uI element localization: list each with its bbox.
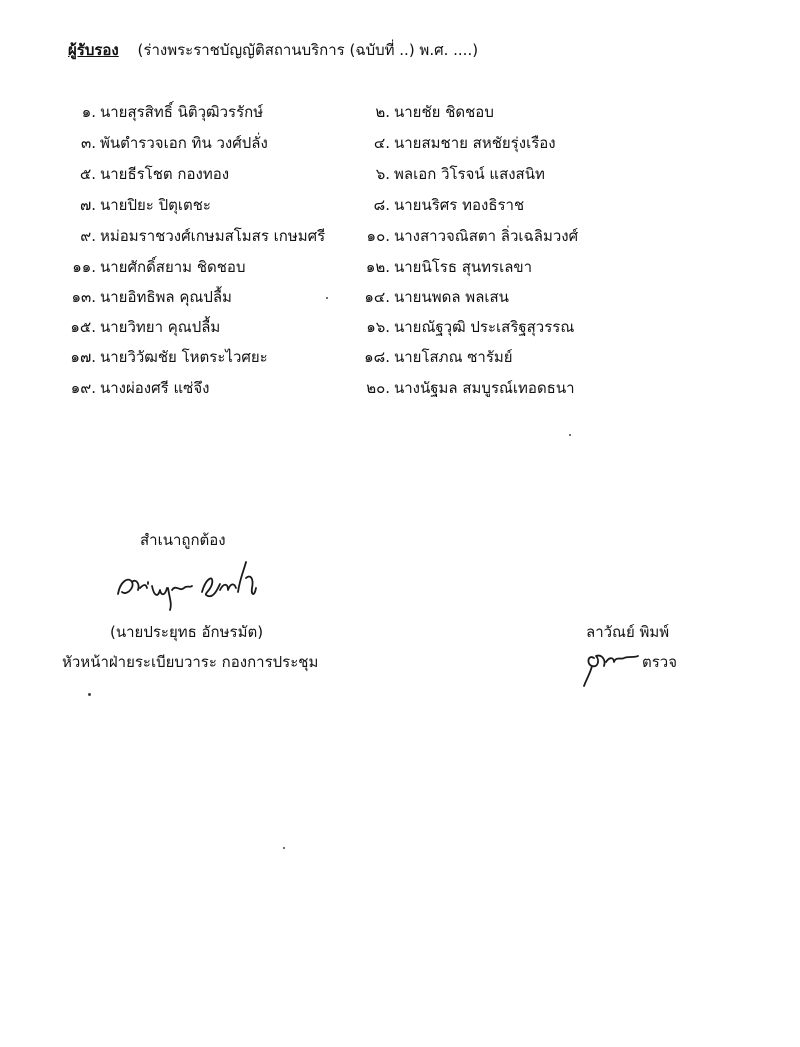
endorser-number: ๕. — [79, 165, 96, 183]
endorser-number: ๘. — [373, 196, 390, 214]
scan-speck — [283, 847, 285, 849]
endorser-name: นายนิโรธ สุนทรเลขา — [394, 258, 533, 276]
endorser-name: นายโสภณ ซารัมย์ — [394, 348, 513, 366]
endorser-number: ๓. — [80, 134, 96, 152]
endorser-number: ๑๒. — [365, 258, 390, 276]
endorser-name: นางนัฐมล สมบูรณ์เทอดธนา — [394, 379, 575, 397]
endorser-number: ๖. — [375, 165, 390, 183]
endorser-number: ๔. — [373, 134, 390, 152]
endorser-name: นายสมชาย สหชัยรุ่งเรือง — [394, 134, 556, 152]
signer-position: หัวหน้าฝ่ายระเบียบวาระ กองการประชุม — [62, 653, 319, 671]
endorser-number: ๑๘. — [364, 348, 390, 366]
endorser-name: นายนริศร ทองธิราช — [394, 196, 525, 214]
endorser-name: นายธีรโชต กองทอง — [100, 165, 230, 183]
endorser-row — [350, 345, 513, 369]
certified-copy-text: สำเนาถูกต้อง — [140, 531, 226, 549]
checked-label: ตรวจ — [642, 653, 678, 671]
endorser-number: ๑๐. — [366, 227, 390, 245]
endorser-name: นายศักดิ์สยาม ชิดชอบ — [100, 258, 246, 276]
endorser-row — [60, 193, 211, 217]
endorser-row — [60, 315, 220, 339]
endorser-number: ๒๐. — [366, 379, 390, 397]
endorser-row — [350, 224, 578, 248]
endorser-number: ๒. — [375, 103, 390, 121]
endorser-name: หม่อมราชวงศ์เกษมสโมสร เกษมศรี — [100, 227, 326, 245]
endorser-row — [60, 100, 263, 124]
endorser-row — [60, 255, 245, 279]
endorser-row — [350, 315, 574, 339]
signature-image — [110, 548, 270, 612]
endorser-row — [60, 224, 325, 248]
endorser-row — [350, 255, 532, 279]
endorsers-label: ผู้รับรอง — [68, 41, 119, 59]
endorser-number: ๗. — [79, 196, 96, 214]
endorser-row — [350, 131, 556, 155]
endorser-row — [60, 162, 229, 186]
scan-speck — [569, 434, 571, 436]
endorser-number: ๙. — [80, 227, 96, 245]
endorser-number: ๑๔. — [364, 288, 390, 306]
endorser-row — [60, 285, 232, 309]
endorser-row — [350, 100, 494, 124]
endorser-name: นายวิทยา คุณปลื้ม — [100, 318, 221, 336]
endorser-number: ๑๙. — [70, 379, 96, 397]
endorser-name: นายชัย ชิดชอบ — [394, 103, 494, 121]
scan-speck — [88, 693, 91, 696]
endorser-name: นายนพดล พลเสน — [394, 288, 509, 306]
endorser-name: นางผ่องศรี แซ่จึง — [100, 379, 210, 397]
endorser-number: ๑. — [81, 103, 96, 121]
endorser-row — [60, 131, 268, 155]
endorser-number: ๑๗. — [70, 348, 96, 366]
document-heading — [68, 38, 478, 62]
endorser-name: นายปิยะ ปิตุเตชะ — [100, 196, 211, 214]
endorser-name: นายณัฐวุฒิ ประเสริฐสุวรรณ — [394, 318, 575, 336]
endorser-number: ๑๑. — [72, 258, 96, 276]
endorser-name: นายอิทธิพล คุณปลื้ม — [100, 288, 232, 306]
endorser-row — [350, 162, 545, 186]
typist-name: ลาวัณย์ พิมพ์ — [586, 623, 670, 641]
endorser-number: ๑๖. — [366, 318, 390, 336]
endorser-number: ๑๕. — [70, 318, 96, 336]
signer-name: (นายประยุทธ อักษรมัต) — [110, 623, 264, 641]
endorser-name: พลเอก วิโรจน์ แสงสนิท — [394, 165, 545, 183]
endorser-row — [350, 285, 509, 309]
endorser-row — [350, 193, 524, 217]
endorser-name: นายวิวัฒชัย โหตระไวศยะ — [100, 348, 268, 366]
endorser-name: นางสาวจณิสตา ลิ่วเฉลิมวงศ์ — [394, 227, 579, 245]
bill-title: (ร่างพระราชบัญญัติสถานบริการ (ฉบับที่ ..) พ.ศ. ....) — [137, 41, 479, 59]
endorser-name: พันตำรวจเอก ทิน วงศ์ปลั่ง — [100, 134, 268, 152]
endorser-name: นายสุรสิทธิ์ นิติวุฒิวรรักษ์ — [100, 103, 264, 121]
endorser-row — [60, 376, 209, 400]
endorser-number: ๑๓. — [71, 288, 96, 306]
scan-speck — [326, 297, 328, 299]
endorser-row — [350, 376, 575, 400]
endorser-row — [60, 345, 268, 369]
checker-initials-image — [578, 644, 642, 690]
